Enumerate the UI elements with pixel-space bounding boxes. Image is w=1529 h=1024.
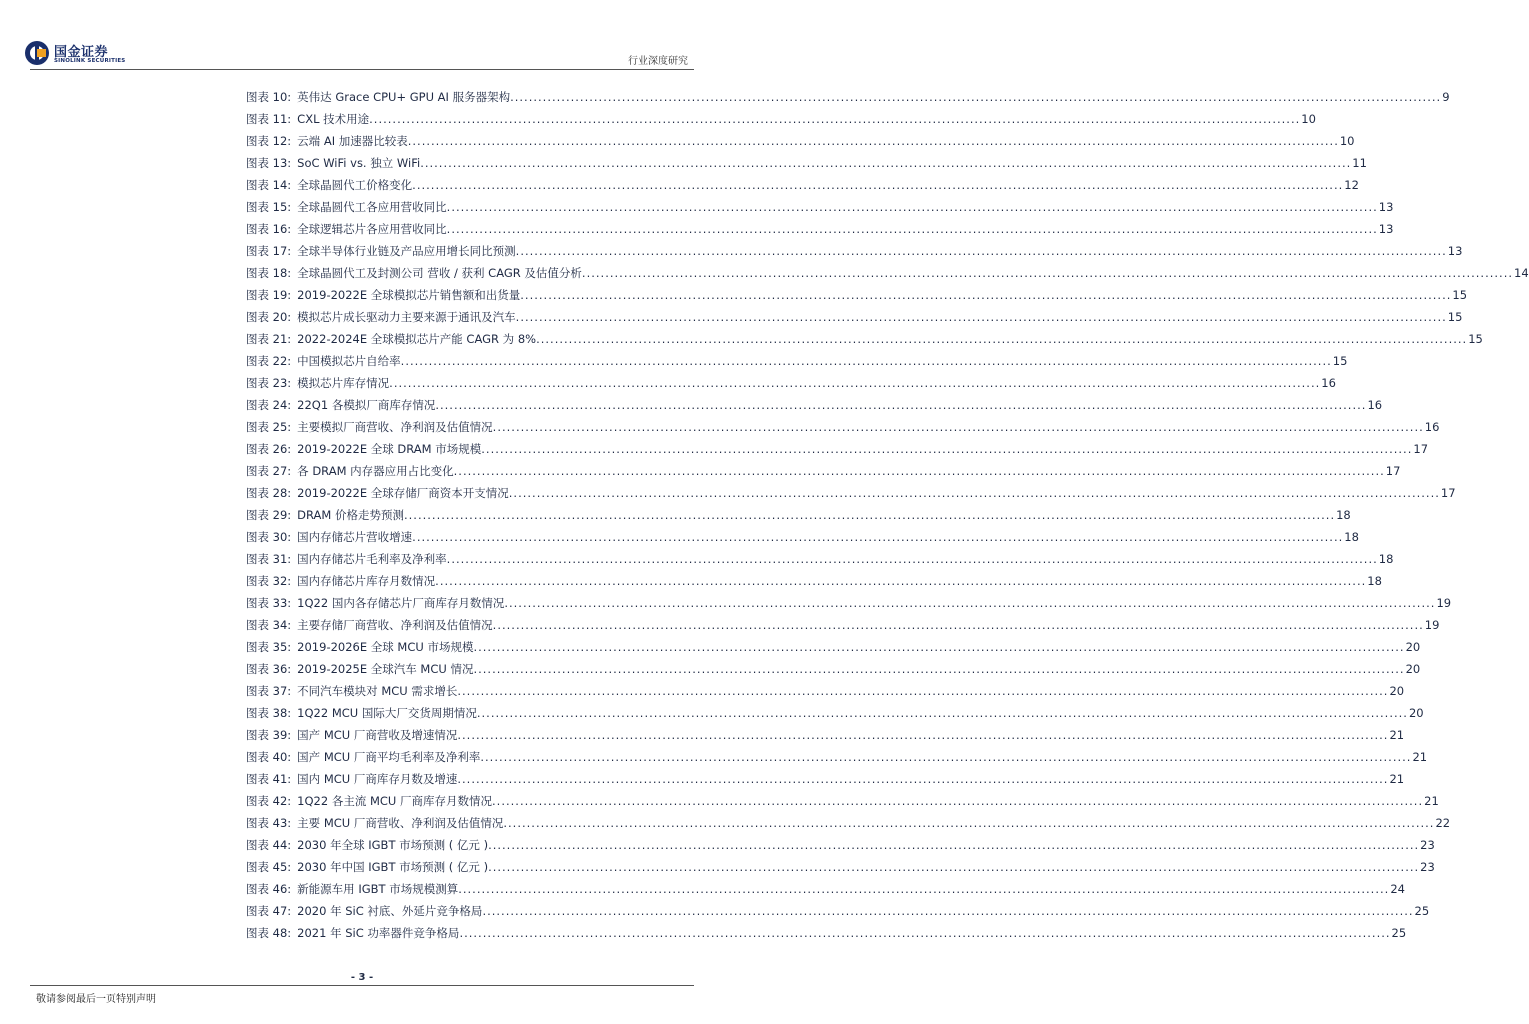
toc-figure-title: 不同汽车模块对 MCU 需求增长 (297, 684, 458, 698)
toc-dot-leader: ........................................................................................................................................................................................................ (492, 618, 1424, 632)
toc-dot-leader: ........................................................................................................................................................................................................ (492, 794, 1424, 808)
toc-entry[interactable] (246, 724, 1405, 746)
toc-dot-leader: ........................................................................................................................................................................................................ (400, 354, 1332, 368)
toc-figure-title: DRAM 价格走势预测 (297, 508, 404, 522)
toc-page-number: 20 (1405, 662, 1421, 676)
toc-dot-leader: ........................................................................................................................................................................................................ (457, 684, 1389, 698)
toc-dot-leader: ........................................................................................................................................................................................................ (435, 398, 1367, 412)
toc-dot-leader: ........................................................................................................................................................................................................ (581, 266, 1514, 280)
toc-page-number: 23 (1420, 860, 1435, 874)
toc-entry[interactable] (246, 878, 1405, 900)
toc-dot-leader: ........................................................................................................................................................................................................ (412, 530, 1344, 544)
header-divider (30, 69, 694, 70)
toc-dot-leader: ........................................................................................................................................................................................................ (435, 574, 1367, 588)
toc-entry[interactable] (246, 482, 1456, 504)
toc-page-number: 13 (1447, 244, 1463, 258)
toc-dot-leader: ........................................................................................................................................................................................................ (488, 860, 1420, 874)
toc-entry[interactable] (246, 174, 1359, 196)
toc-entry[interactable] (246, 416, 1440, 438)
toc-figure-title: 新能源车用 IGBT 市场规模测算 (297, 882, 459, 896)
figure-list (246, 86, 1529, 944)
toc-figure-number: 图表 16: (246, 222, 292, 236)
toc-entry[interactable] (246, 218, 1394, 240)
toc-figure-number: 图表 17: (246, 244, 292, 258)
toc-figure-title: 国内存储芯片库存月数情况 (297, 574, 436, 588)
toc-figure-title: 1Q22 国内各存储芯片厂商库存月数情况 (297, 596, 505, 610)
toc-figure-number: 图表 30: (246, 530, 292, 544)
toc-figure-number: 图表 48: (246, 926, 292, 940)
toc-page-number: 20 (1408, 706, 1424, 720)
toc-page-number: 20 (1389, 684, 1405, 698)
company-logo (24, 40, 144, 70)
toc-page-number: 15 (1468, 332, 1483, 346)
toc-figure-number: 图表 39: (246, 728, 292, 742)
toc-entry[interactable] (246, 130, 1355, 152)
toc-figure-number: 图表 36: (246, 662, 292, 676)
toc-figure-number: 图表 28: (246, 486, 292, 500)
toc-entry[interactable] (246, 680, 1405, 702)
toc-dot-leader: ........................................................................................................................................................................................................ (404, 508, 1336, 522)
toc-page-number: 11 (1352, 156, 1367, 170)
toc-entry[interactable] (246, 702, 1424, 724)
toc-page-number: 18 (1336, 508, 1351, 522)
toc-figure-title: 中国模拟芯片自给率 (297, 354, 401, 368)
toc-figure-title: 2030 年全球 IGBT 市场预测 ( 亿元 ) (297, 838, 489, 852)
toc-figure-title: 1Q22 MCU 国际大厂交货周期情况 (297, 706, 477, 720)
report-category: 行业深度研究 (628, 56, 688, 67)
toc-entry[interactable] (246, 812, 1451, 834)
toc-entry[interactable] (246, 834, 1435, 856)
toc-figure-number: 图表 23: (246, 376, 292, 390)
toc-entry[interactable] (246, 350, 1348, 372)
toc-page-number: 15 (1452, 288, 1468, 302)
toc-page-number: 21 (1424, 794, 1439, 808)
toc-figure-number: 图表 12: (246, 134, 292, 148)
toc-page-number: 25 (1414, 904, 1430, 918)
toc-figure-title: 2019-2022E 全球模拟芯片销售额和出货量 (297, 288, 521, 302)
toc-figure-title: 2030 年中国 IGBT 市场预测 ( 亿元 ) (297, 860, 489, 874)
toc-dot-leader: ........................................................................................................................................................................................................ (389, 376, 1321, 390)
toc-figure-title: 主要存储厂商营收、净利润及估值情况 (297, 618, 493, 632)
toc-figure-title: 全球晶圆代工价格变化 (297, 178, 413, 192)
logo-brand-en: SINOLINK SECURITIES (54, 58, 126, 64)
toc-entry[interactable] (246, 86, 1450, 108)
toc-dot-leader: ........................................................................................................................................................................................................ (407, 134, 1339, 148)
toc-dot-leader: ........................................................................................................................................................................................................ (508, 486, 1440, 500)
toc-dot-leader: ........................................................................................................................................................................................................ (488, 838, 1420, 852)
toc-figure-number: 图表 24: (246, 398, 292, 412)
toc-figure-title: 国内 MCU 厂商库存月数及增速 (297, 772, 458, 786)
toc-entry[interactable] (246, 570, 1382, 592)
toc-figure-title: CXL 技术用途 (297, 112, 370, 126)
toc-dot-leader: ........................................................................................................................................................................................................ (459, 926, 1391, 940)
toc-entry[interactable] (246, 768, 1405, 790)
toc-page-number: 18 (1367, 574, 1382, 588)
toc-dot-leader: ........................................................................................................................................................................................................ (473, 662, 1405, 676)
toc-figure-title: 2019-2026E 全球 MCU 市场规模 (297, 640, 474, 654)
toc-figure-title: 2021 年 SiC 功率器件竞争格局 (297, 926, 460, 940)
toc-page-number: 18 (1378, 552, 1394, 566)
toc-figure-title: 国产 MCU 厂商营收及增速情况 (297, 728, 458, 742)
toc-figure-title: 1Q22 各主流 MCU 厂商库存月数情况 (297, 794, 493, 808)
toc-figure-number: 图表 46: (246, 882, 292, 896)
page-number: - 3 - (350, 972, 374, 983)
toc-page-number: 10 (1339, 134, 1355, 148)
toc-dot-leader: ........................................................................................................................................................................................................ (369, 112, 1301, 126)
toc-entry[interactable] (246, 636, 1421, 658)
toc-dot-leader: ........................................................................................................................................................................................................ (476, 706, 1408, 720)
toc-entry[interactable] (246, 592, 1452, 614)
toc-figure-number: 图表 45: (246, 860, 292, 874)
toc-figure-number: 图表 18: (246, 266, 292, 280)
footer-disclaimer: 敬请参阅最后一页特别声明 (36, 994, 156, 1005)
toc-dot-leader: ........................................................................................................................................................................................................ (453, 464, 1385, 478)
toc-entry[interactable] (246, 746, 1428, 768)
toc-page-number: 12 (1344, 178, 1359, 192)
toc-figure-number: 图表 44: (246, 838, 292, 852)
toc-dot-leader: ........................................................................................................................................................................................................ (446, 222, 1378, 236)
toc-dot-leader: ........................................................................................................................................................................................................ (482, 904, 1414, 918)
toc-figure-title: 主要模拟厂商营收、净利润及估值情况 (297, 420, 493, 434)
toc-figure-title: 2020 年 SiC 衬底、外延片竞争格局 (297, 904, 483, 918)
toc-figure-number: 图表 27: (246, 464, 292, 478)
toc-figure-title: 2019-2022E 全球 DRAM 市场规模 (297, 442, 482, 456)
toc-page-number: 16 (1321, 376, 1336, 390)
toc-entry[interactable] (246, 856, 1435, 878)
toc-entry[interactable] (246, 658, 1421, 680)
toc-entry[interactable] (246, 152, 1367, 174)
toc-entry[interactable] (246, 196, 1394, 218)
toc-figure-title: 2019-2025E 全球汽车 MCU 情况 (297, 662, 474, 676)
toc-page-number: 23 (1420, 838, 1435, 852)
sinolink-logo-icon (24, 40, 50, 66)
toc-dot-leader: ........................................................................................................................................................................................................ (515, 244, 1447, 258)
toc-dot-leader: ........................................................................................................................................................................................................ (446, 200, 1378, 214)
toc-entry[interactable] (246, 328, 1483, 350)
toc-page-number: 21 (1412, 750, 1428, 764)
toc-figure-title: 22Q1 各模拟厂商库存情况 (297, 398, 436, 412)
toc-page-number: 17 (1440, 486, 1456, 500)
toc-page-number: 18 (1344, 530, 1359, 544)
toc-entry[interactable] (246, 922, 1407, 944)
toc-entry[interactable] (246, 790, 1439, 812)
toc-figure-title: 英伟达 Grace CPU+ GPU AI 服务器架构 (297, 90, 511, 104)
toc-figure-number: 图表 21: (246, 332, 292, 346)
toc-figure-number: 图表 35: (246, 640, 292, 654)
toc-dot-leader: ........................................................................................................................................................................................................ (412, 178, 1344, 192)
toc-figure-number: 图表 43: (246, 816, 292, 830)
toc-figure-title: 国内存储芯片毛利率及净利率 (297, 552, 447, 566)
toc-entry[interactable] (246, 504, 1351, 526)
toc-dot-leader: ........................................................................................................................................................................................................ (503, 816, 1435, 830)
toc-figure-number: 图表 41: (246, 772, 292, 786)
toc-page-number: 19 (1424, 618, 1440, 632)
toc-figure-title: 国产 MCU 厂商平均毛利率及净利率 (297, 750, 481, 764)
toc-figure-number: 图表 15: (246, 200, 292, 214)
toc-figure-number: 图表 19: (246, 288, 292, 302)
toc-dot-leader: ........................................................................................................................................................................................................ (520, 288, 1452, 302)
toc-figure-title: SoC WiFi vs. 独立 WiFi (297, 156, 421, 170)
toc-page-number: 13 (1378, 200, 1394, 214)
toc-figure-title: 模拟芯片库存情况 (297, 376, 390, 390)
toc-figure-number: 图表 33: (246, 596, 292, 610)
toc-figure-number: 图表 32: (246, 574, 292, 588)
toc-figure-number: 图表 38: (246, 706, 292, 720)
toc-entry[interactable] (246, 548, 1394, 570)
toc-figure-number: 图表 31: (246, 552, 292, 566)
toc-dot-leader: ........................................................................................................................................................................................................ (457, 728, 1389, 742)
toc-dot-leader: ........................................................................................................................................................................................................ (536, 332, 1468, 346)
toc-figure-number: 图表 42: (246, 794, 292, 808)
toc-figure-number: 图表 25: (246, 420, 292, 434)
toc-figure-title: 模拟芯片成长驱动力主要来源于通讯及汽车 (297, 310, 516, 324)
toc-figure-title: 全球晶圆代工及封测公司 营收 / 获利 CAGR 及估值分析 (297, 266, 582, 280)
toc-dot-leader: ........................................................................................................................................................................................................ (510, 90, 1442, 104)
toc-page-number: 15 (1332, 354, 1348, 368)
toc-entry[interactable] (246, 306, 1463, 328)
toc-entry[interactable] (246, 262, 1529, 284)
toc-figure-title: 全球逻辑芯片各应用营收同比 (297, 222, 447, 236)
toc-figure-number: 图表 22: (246, 354, 292, 368)
toc-page-number: 14 (1514, 266, 1529, 280)
toc-figure-title: 各 DRAM 内存器应用占比变化 (297, 464, 454, 478)
toc-page-number: 20 (1405, 640, 1421, 654)
toc-figure-title: 2022-2024E 全球模拟芯片产能 CAGR 为 8% (297, 332, 537, 346)
toc-page-number: 17 (1413, 442, 1429, 456)
toc-page-number: 25 (1391, 926, 1407, 940)
toc-dot-leader: ........................................................................................................................................................................................................ (481, 442, 1413, 456)
toc-dot-leader: ........................................................................................................................................................................................................ (480, 750, 1412, 764)
toc-page-number: 10 (1301, 112, 1316, 126)
toc-figure-title: 国内存储芯片营收增速 (297, 530, 413, 544)
toc-figure-number: 图表 14: (246, 178, 292, 192)
toc-figure-number: 图表 40: (246, 750, 292, 764)
toc-page-number: 16 (1424, 420, 1440, 434)
toc-page-number: 15 (1447, 310, 1463, 324)
toc-dot-leader: ........................................................................................................................................................................................................ (492, 420, 1424, 434)
toc-entry[interactable] (246, 900, 1430, 922)
toc-dot-leader: ........................................................................................................................................................................................................ (446, 552, 1378, 566)
toc-entry[interactable] (246, 240, 1463, 262)
toc-figure-title: 云端 AI 加速器比较表 (297, 134, 408, 148)
toc-page-number: 17 (1385, 464, 1401, 478)
toc-figure-number: 图表 26: (246, 442, 292, 456)
toc-figure-number: 图表 13: (246, 156, 292, 170)
toc-dot-leader: ........................................................................................................................................................................................................ (458, 882, 1390, 896)
toc-figure-title: 全球半导体行业链及产品应用增长同比预测 (297, 244, 516, 258)
toc-entry[interactable] (246, 108, 1316, 130)
toc-figure-number: 图表 11: (246, 112, 292, 126)
toc-figure-title: 2019-2022E 全球存储厂商资本开支情况 (297, 486, 509, 500)
toc-page-number: 19 (1436, 596, 1452, 610)
toc-figure-number: 图表 29: (246, 508, 292, 522)
toc-entry[interactable] (246, 526, 1359, 548)
toc-dot-leader: ........................................................................................................................................................................................................ (420, 156, 1352, 170)
toc-dot-leader: ........................................................................................................................................................................................................ (515, 310, 1447, 324)
footer-divider (30, 985, 694, 986)
logo-brand-cn: 国金证券 (54, 45, 109, 60)
toc-entry[interactable] (246, 614, 1440, 636)
toc-figure-number: 图表 37: (246, 684, 292, 698)
toc-entry[interactable] (246, 394, 1383, 416)
toc-page-number: 9 (1442, 90, 1450, 104)
toc-figure-number: 图表 47: (246, 904, 292, 918)
toc-page-number: 24 (1390, 882, 1405, 896)
toc-page-number: 21 (1389, 728, 1405, 742)
toc-page-number: 16 (1367, 398, 1383, 412)
toc-entry[interactable] (246, 438, 1429, 460)
toc-dot-leader: ........................................................................................................................................................................................................ (457, 772, 1389, 786)
toc-figure-number: 图表 20: (246, 310, 292, 324)
toc-figure-number: 图表 10: (246, 90, 292, 104)
toc-entry[interactable] (246, 284, 1468, 306)
toc-page-number: 13 (1378, 222, 1394, 236)
toc-dot-leader: ........................................................................................................................................................................................................ (504, 596, 1436, 610)
toc-figure-number: 图表 34: (246, 618, 292, 632)
toc-page-number: 21 (1389, 772, 1405, 786)
toc-entry[interactable] (246, 460, 1401, 482)
toc-dot-leader: ........................................................................................................................................................................................................ (473, 640, 1405, 654)
toc-figure-title: 全球晶圆代工各应用营收同比 (297, 200, 447, 214)
toc-figure-title: 主要 MCU 厂商营收、净利润及估值情况 (297, 816, 504, 830)
toc-entry[interactable] (246, 372, 1336, 394)
toc-page-number: 22 (1435, 816, 1451, 830)
